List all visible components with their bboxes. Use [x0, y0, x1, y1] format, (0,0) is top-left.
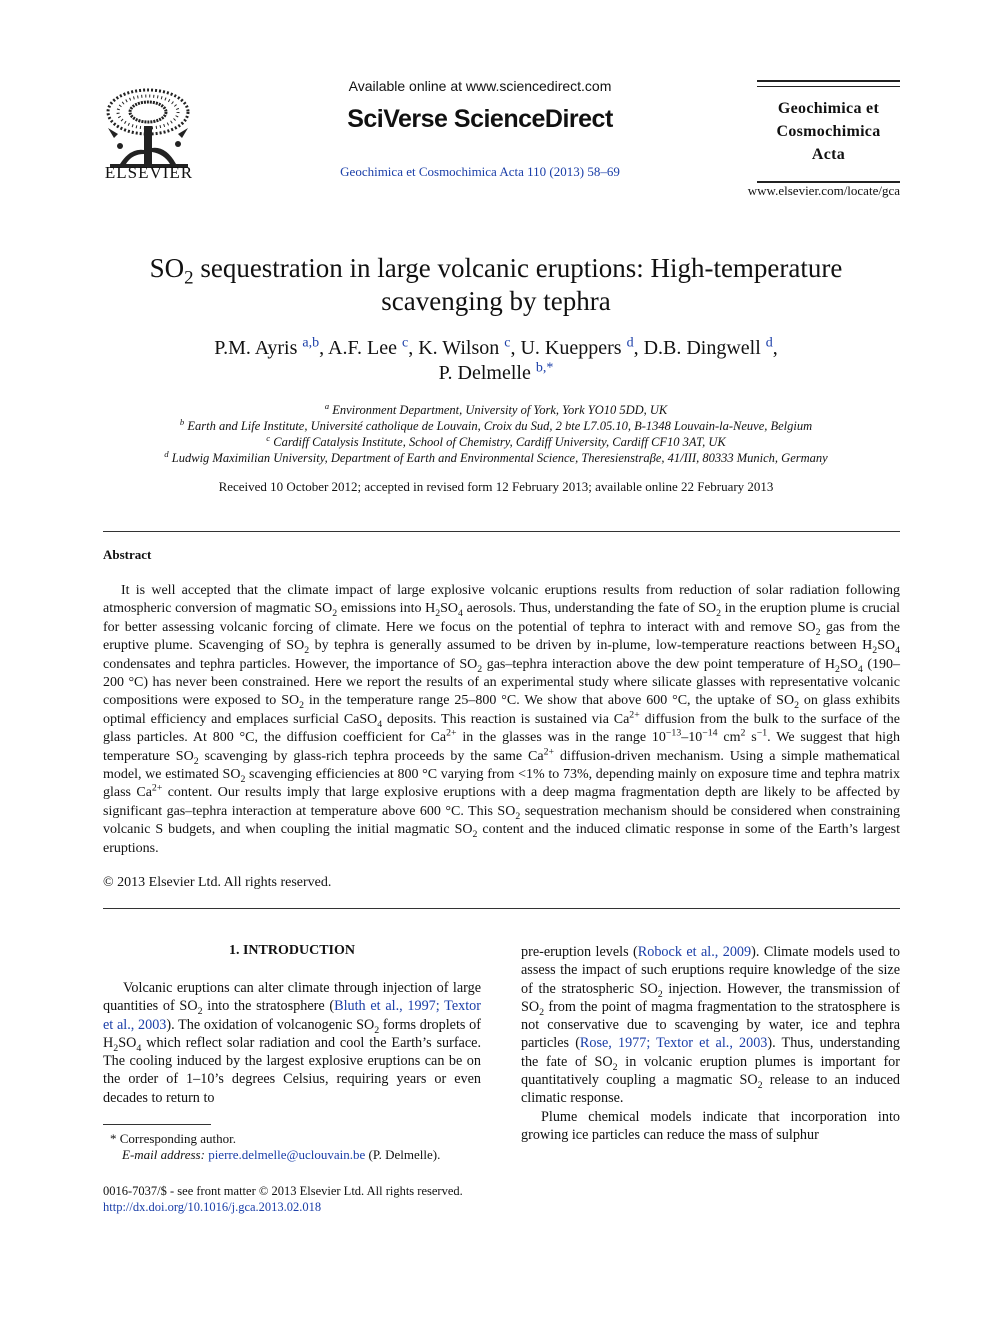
- publisher-wordmark: ELSEVIER: [104, 163, 194, 182]
- author-name[interactable]: U. Kueppers: [520, 337, 622, 359]
- title-so: SO: [149, 253, 185, 283]
- citation-link[interactable]: Rose, 1977; Textor et al., 2003: [579, 1035, 768, 1052]
- divider: [103, 908, 900, 909]
- divider: [103, 531, 900, 532]
- affiliations: [100, 402, 892, 466]
- affiliation-mark: a: [324, 400, 330, 411]
- affiliation-text: Earth and Life Institute, Université catholique de Louvain, Croix du Sud, 2 bte L7.05.10, B-1348 Louvain-la-Neuve, Belgium: [187, 419, 813, 433]
- section-heading: 1. INTRODUCTION: [228, 943, 355, 958]
- abstract-body: It is well accepted that the climate impact of large explosive volcanic eruptions results from reduction of solar radiation following atmospheric conversion of magmatic $SO_2$ emissions into $H_2SO_4$ aerosols. Thus, understanding the fate of $SO_2$ in the eruption plume is crucial for better assessing volcanic forcing of climate. Here we focus on the potential of tephra to interact with and remove $SO_2$ gas from the eruptive plume. Scavenging of $SO_2$ by tephra is generally assumed to be driven by in-plume, low-temperature reactions between $H_2SO_4$ condensates and tephra particles. However, the importance of $SO_2$ gas–tephra interaction above the dew point temperature of $H_2SO_4$ (190–200 °C) has never been constrained. Here we report the results of an experimental study where silicate glasses with representative volcanic compositions were exposed to $SO_2$ in the temperature range 25–800 °C. We show that above 600 °C, the uptake of $SO_2$ on glass exhibits optimal efficiency and emplaces surficial CaSO$_4$ deposits. This reaction is sustained via $Ca^{2+}$ diffusion from the bulk to the surface of the glass particles. At 800 °C, the diffusion coefficient for $Ca^{2+}$ in the glasses was in the range $10^{-13}-10^{-14}$ $cm^2$ $s^{-1}$. We suggest that high temperature $SO_2$ scavenging by glass-rich tephra proceeds by the same $Ca^{2+}$ diffusion-driven mechanism. Using a simple mathematical model, we estimated $SO_2$ scavenging efficiencies at 800 °C varying from <1% to 73%, depending mainly on exposure time and tephra matrix glass $Ca^{2+}$ content. Our results imply that large explosive eruptions with a deep magma fragmentation depth are likely to be affected by significant gas–tephra interaction at temperature above 600 °C. This $SO_2$ sequestration mechanism should be considered when constraining volcanic S budgets, and when coupling the initial magmatic $SO_2$ content and the induced climatic response in some of the Earth’s largest eruptions.: [103, 583, 901, 856]
- corresponding-author-note: * Corresponding author.: [110, 1131, 237, 1146]
- citation-link[interactable]: Bluth et al., 1997; Textor et al., 2003: [103, 998, 481, 1033]
- journal-name: [757, 97, 900, 166]
- affiliation: [100, 450, 892, 466]
- author-list: P.M. Ayris $^{a,b}$, A.F. Lee $^c$, K. Wilson $^c$, U. Kueppers $^d$, D.B. Dingwell $^d$, P. Delmelle $^{b,*}$: [214, 335, 778, 384]
- intro-paragraph: Volcanic eruptions can alter climate through injection of large quantities of $SO_2$ into the stratosphere (Bluth et al., 1997; Textor et al., 2003). The oxidation of volcanogenic $SO_2$ forms droplets of $H_2SO_4$ which reflect solar radiation and cool the Earth’s surface. The cooling induced by the largest explosive eruptions can be on the order of 1–10’s degrees Celsius, requiring years or even decades to return to: [103, 980, 481, 1106]
- author-name[interactable]: D.B. Dingwell: [643, 337, 761, 359]
- journal-masthead: [757, 80, 900, 183]
- citation-link[interactable]: Robock et al., 2009: [637, 944, 752, 960]
- doi-link[interactable]: http://dx.doi.org/10.1016/j.gca.2013.02.018: [103, 1200, 322, 1214]
- author-affil-mark[interactable]: d: [765, 335, 773, 351]
- email-note: [122, 1147, 440, 1163]
- intro-paragraph: pre-eruption levels (Robock et al., 2009). Climate models used to assess the impact of such eruptions require knowledge of the size of the stratospheric $SO_2$ injection. However, the transmission of $SO_2$ from the point of magma fragmentation to the stratosphere is not conservative due to scavenging by water, ice and tephra particles (Rose, 1977; Textor et al., 2003). Thus, understanding the fate of $SO_2$ in volcanic eruption plumes is important for quantitatively coupling a magmatic $SO_2$ release to an induced climatic response.: [521, 944, 901, 1107]
- journal-url[interactable]: www.elsevier.com/locate/gca: [747, 183, 900, 198]
- availability-line: Available online at www.sciencedirect.com: [348, 78, 612, 94]
- front-matter-line: 0016-7037/$ - see front matter © 2013 Elsevier Ltd. All rights reserved.: [103, 1184, 463, 1198]
- journal-name-line: Cosmochimica: [776, 123, 881, 140]
- email-link[interactable]: pierre.delmelle@uclouvain.be: [208, 1147, 366, 1162]
- title-subscript: 2: [184, 267, 194, 289]
- article-title: [96, 252, 896, 318]
- email-label: E-mail address:: [122, 1147, 205, 1162]
- intro-paragraph: Plume chemical models indicate that incorporation into growing ice particles can reduce the mass of sulphur: [521, 1108, 900, 1143]
- copyright-line: © 2013 Elsevier Ltd. All rights reserved.: [103, 875, 332, 890]
- intro-column-right: [521, 943, 900, 1144]
- affiliation-text: Environment Department, University of York, York YO10 5DD, UK: [332, 403, 668, 417]
- author-affil-mark[interactable]: d: [626, 335, 634, 351]
- author-name[interactable]: K. Wilson: [418, 337, 500, 359]
- author-affil-mark[interactable]: c: [401, 335, 409, 351]
- email-suffix: (P. Delmelle).: [368, 1147, 441, 1162]
- affiliation: [100, 418, 892, 434]
- abstract-heading: Abstract: [103, 547, 152, 562]
- affiliation-text: Cardiff Catalysis Institute, School of Chemistry, Cardiff University, Cardiff CF10 3AT, UK: [273, 435, 726, 449]
- author-affil-mark[interactable]: a,b: [302, 335, 320, 351]
- title-rest: sequestration in large volcanic eruptions: High-temperature scavenging by tephra: [193, 253, 843, 316]
- masthead-rule: [757, 86, 900, 87]
- journal-citation-link[interactable]: Geochimica et Cosmochimica Acta 110 (2013) 58–69: [340, 164, 620, 179]
- author-name[interactable]: P. Delmelle: [438, 362, 531, 384]
- affiliation-mark: d: [164, 448, 169, 459]
- affiliation: [100, 434, 892, 450]
- journal-name-line: Acta: [811, 146, 846, 163]
- journal-name-line: Geochimica et: [777, 100, 880, 117]
- affiliation-mark: c: [266, 432, 271, 443]
- article-history: Received 10 October 2012; accepted in revised form 12 February 2013; available online 22 February 2013: [218, 479, 774, 494]
- author-affil-mark[interactable]: b,*: [535, 360, 554, 376]
- affiliation: [100, 402, 892, 418]
- author-name[interactable]: A.F. Lee: [328, 337, 397, 359]
- footnote-rule: [103, 1124, 211, 1125]
- author-affil-mark[interactable]: c: [504, 335, 511, 351]
- affiliation-text: Ludwig Maximilian University, Department of Earth and Environmental Science, Theresienstraβe, 41/III, 80333 Munich, Germany: [171, 451, 828, 465]
- sciverse-brand: SciVerse ScienceDirect: [347, 105, 613, 133]
- affiliation-mark: b: [179, 416, 185, 427]
- author-name[interactable]: P.M. Ayris: [214, 337, 298, 359]
